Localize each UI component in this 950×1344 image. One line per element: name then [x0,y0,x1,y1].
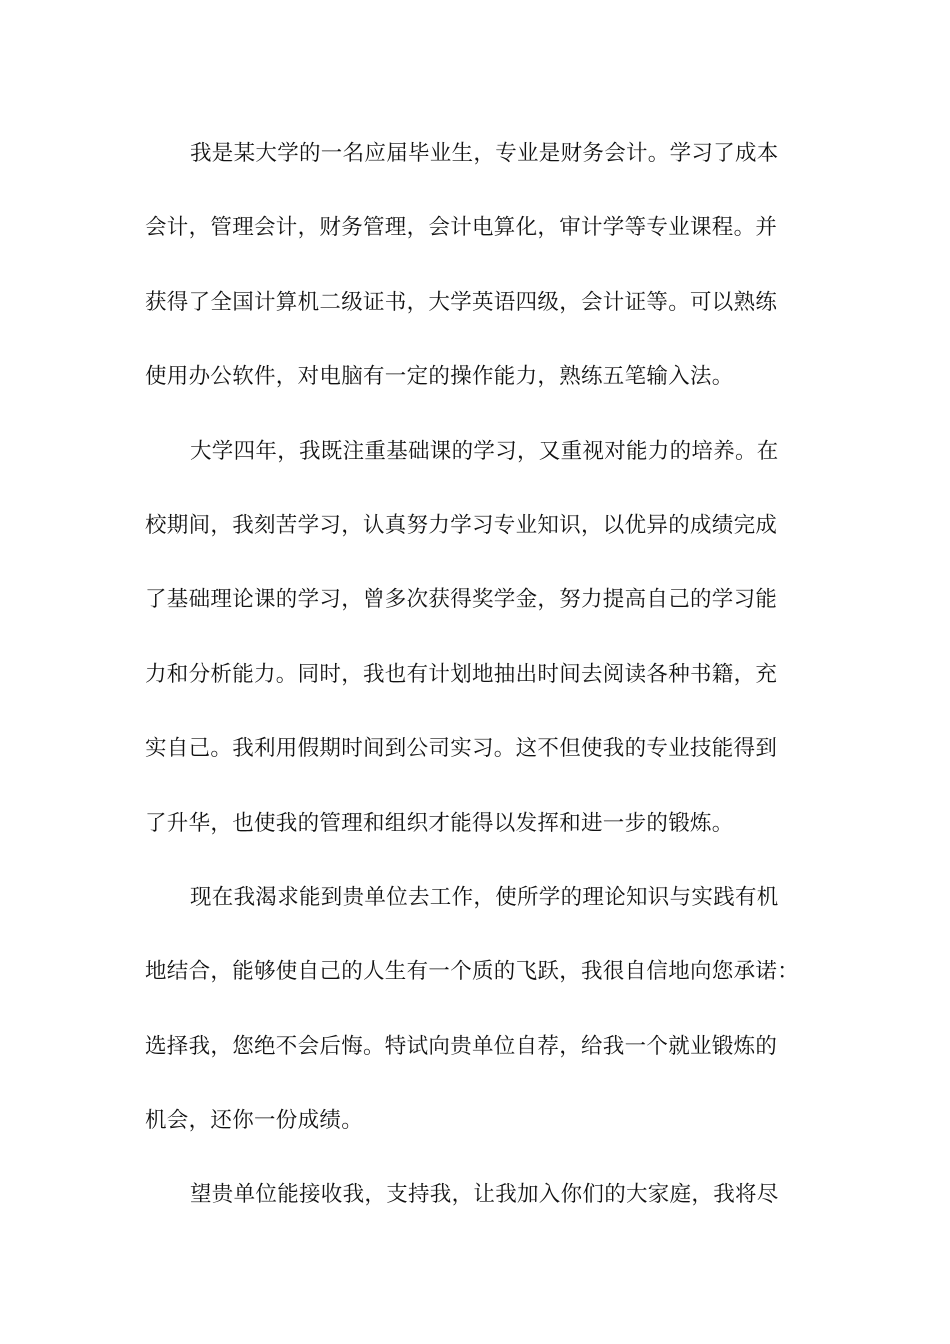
paragraph-2-line-1: 大学四年，我既注重基础课的学习，又重视对能力的培养。在 [190,438,779,464]
body-text [145,127,825,1243]
paragraph-3-line-3: 选择我，您绝不会后悔。特试向贵单位自荐，给我一个就业锻炼的 [145,1033,778,1059]
paragraph-2-line-6: 了升华，也使我的管理和组织才能得以发挥和进一步的锻炼。 [145,810,734,836]
paragraph-1-line-4: 使用办公软件，对电脑有一定的操作能力，熟练五笔输入法。 [145,364,734,390]
paragraph-1-line-2: 会计，管理会计，财务管理，会计电算化，审计学等专业课程。并 [145,215,778,241]
paragraph-1-line-1: 我是某大学的一名应届毕业生，专业是财务会计。学习了成本 [190,141,779,166]
paragraph-2-line-2: 校期间，我刻苦学习，认真努力学习专业知识，以优异的成绩完成 [145,512,778,538]
paragraph-4-line-1: 望贵单位能接收我，支持我，让我加入你们的大家庭，我将尽 [190,1182,779,1208]
paragraph-3-line-1: 现在我渴求能到贵单位去工作，使所学的理论知识与实践有机 [190,884,779,910]
paragraph-3-line-4: 机会，还你一份成绩。 [145,1108,364,1134]
paragraph-2-line-5: 实自己。我利用假期时间到公司实习。这不但使我的专业技能得到 [145,736,778,762]
paragraph-3-line-2: 地结合，能够使自己的人生有一个质的飞跃，我很自信地向您承诺： [145,959,800,985]
paragraph-2-line-4: 力和分析能力。同时，我也有计划地抽出时间去阅读各种书籍，充 [145,661,778,687]
paragraph-1-line-3: 获得了全国计算机二级证书，大学英语四级，会计证等。可以熟练 [145,289,778,315]
paragraph-2-line-3: 了基础理论课的学习，曾多次获得奖学金，努力提高自己的学习能 [145,587,778,613]
